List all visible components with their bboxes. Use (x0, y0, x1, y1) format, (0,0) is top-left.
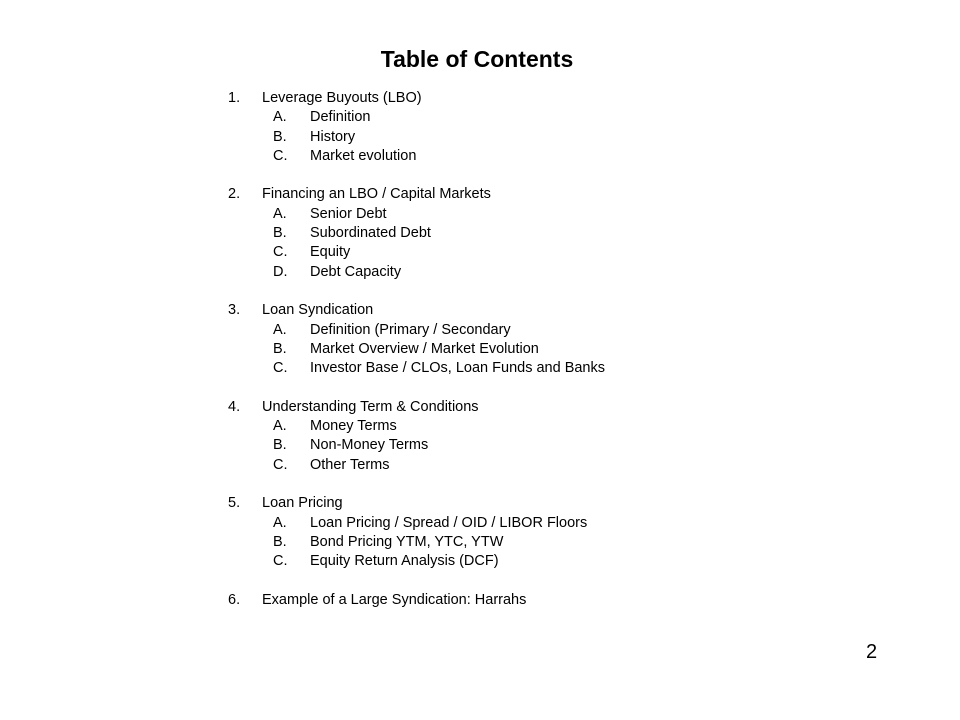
toc-subsection-label: Investor Base / CLOs, Loan Funds and Banks (310, 360, 605, 377)
toc-subsection-item (228, 128, 605, 147)
toc-section-heading (228, 301, 605, 320)
toc-subsection-label: Definition (310, 109, 371, 126)
toc-section-heading (228, 89, 605, 108)
page-number: 2 (866, 641, 878, 663)
toc-subsection-list (228, 205, 605, 282)
toc-subsection-item (228, 205, 605, 224)
toc-subsection-label: Bond Pricing YTM, YTC, YTW (310, 533, 504, 550)
toc-section-number: 3. (228, 302, 241, 319)
toc-subsection-item (228, 321, 605, 340)
toc-subsection-item (228, 263, 605, 282)
toc-section-label: Leverage Buyouts (LBO) (262, 90, 422, 106)
toc-subsection-list (228, 417, 605, 475)
toc-section-6 (228, 591, 605, 610)
toc-subsection-label: Loan Pricing / Spread / OID / LIBOR Floors (310, 514, 588, 531)
toc-subsection-label: Senior Debt (310, 205, 387, 222)
toc-section-heading (228, 494, 605, 513)
toc-subsection-label: Subordinated Debt (310, 225, 431, 242)
toc-subsection-list (228, 108, 605, 166)
toc-subsection-item (228, 108, 605, 127)
toc-subsection-item (228, 147, 605, 166)
toc-subsection-label: Equity Return Analysis (DCF) (310, 553, 499, 570)
toc-subsection-label: Debt Capacity (310, 263, 402, 280)
toc-subsection-letter: A. (273, 109, 287, 126)
toc-subsection-item (228, 552, 605, 571)
toc-section-number: 2. (228, 186, 241, 203)
toc-section-3 (228, 301, 605, 378)
toc-section-heading (228, 591, 605, 610)
toc-subsection-letter: A. (273, 205, 287, 222)
toc-subsection-letter: C. (273, 147, 288, 164)
toc-section-1 (228, 89, 605, 166)
toc-subsection-label: Market Overview / Market Evolution (310, 340, 539, 357)
toc-section-5 (228, 494, 605, 571)
toc-subsection-label: Money Terms (310, 418, 397, 435)
toc-section-number: 5. (228, 495, 241, 512)
page-title: Table of Contents (380, 46, 574, 72)
toc-subsection-item (228, 436, 605, 455)
toc-subsection-label: Market evolution (310, 147, 417, 164)
toc-subsection-letter: D. (273, 263, 288, 280)
toc-section-number: 4. (228, 398, 241, 415)
toc-subsection-item (228, 417, 605, 436)
toc-subsection-list (228, 514, 605, 572)
toc-subsection-letter: B. (273, 225, 287, 242)
toc-subsection-letter: A. (273, 514, 287, 531)
toc-section-label: Understanding Term & Conditions (262, 398, 479, 415)
toc-subsection-label: Other Terms (310, 456, 390, 473)
toc-subsection-letter: C. (273, 244, 288, 261)
toc-subsection-item (228, 456, 605, 475)
toc-subsection-item (228, 224, 605, 243)
toc-subsection-item (228, 340, 605, 359)
toc-section-number: 1. (228, 90, 241, 106)
toc-subsection-item (228, 243, 605, 262)
toc-subsection-letter: C. (273, 553, 288, 570)
toc-section-2 (228, 185, 605, 281)
toc-subsection-letter: A. (273, 418, 287, 435)
toc-subsection-list (228, 321, 605, 379)
toc-section-heading (228, 398, 605, 417)
toc-section-label: Example of a Large Syndication: Harrahs (262, 592, 527, 609)
toc-subsection-letter: B. (273, 533, 287, 550)
toc-subsection-label: Non-Money Terms (310, 437, 429, 454)
toc-subsection-item (228, 533, 605, 552)
toc-subsection-letter: B. (273, 128, 287, 145)
toc-section-label: Loan Syndication (262, 302, 374, 319)
toc-subsection-letter: B. (273, 437, 287, 454)
toc-subsection-label: Definition (Primary / Secondary (310, 321, 511, 338)
toc-subsection-letter: C. (273, 360, 288, 377)
toc-section-heading (228, 185, 605, 204)
toc-section-4 (228, 398, 605, 475)
toc-subsection-letter: A. (273, 321, 287, 338)
toc-section-number: 6. (228, 592, 241, 609)
toc-subsection-letter: B. (273, 340, 287, 357)
toc-subsection-label: History (310, 128, 356, 145)
toc-subsection-item (228, 359, 605, 378)
toc-subsection-item (228, 514, 605, 533)
toc-subsection-letter: C. (273, 456, 288, 473)
toc-section-label: Financing an LBO / Capital Markets (262, 186, 491, 203)
table-of-contents (228, 89, 605, 630)
toc-section-label: Loan Pricing (262, 495, 343, 512)
toc-subsection-label: Equity (310, 244, 351, 261)
